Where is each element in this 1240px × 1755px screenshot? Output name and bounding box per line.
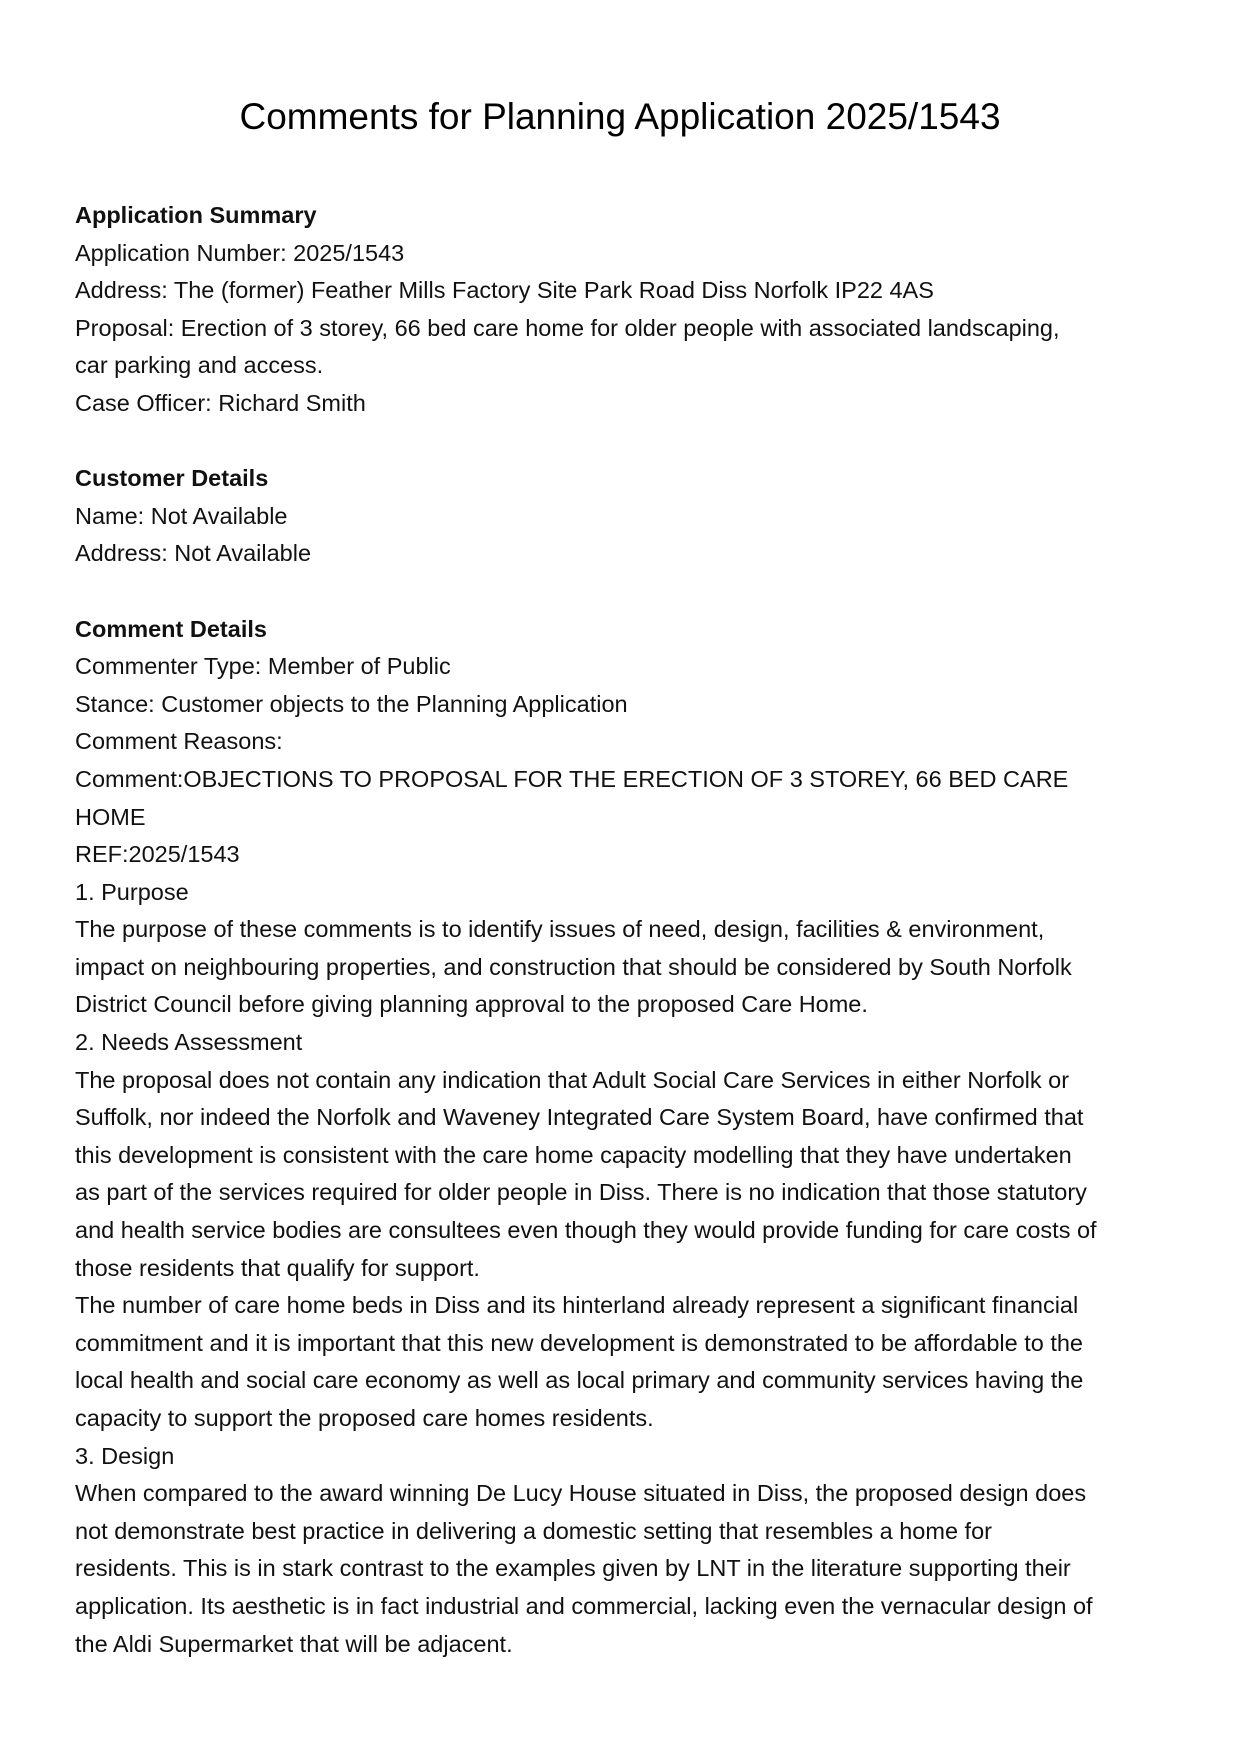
comment-line: and health service bodies are consultees even though they would provide funding for care costs of	[75, 1217, 1097, 1244]
comment-line: 3. Design	[75, 1442, 175, 1469]
customer-details-heading: Customer Details	[75, 465, 269, 492]
section-spacer	[75, 573, 1175, 611]
comment-line: REF:2025/1543	[75, 841, 240, 868]
comment-line: HOME	[75, 803, 146, 830]
comment-line: 2. Needs Assessment	[75, 1029, 303, 1056]
comment-line: The number of care home beds in Diss and its hinterland already represent a significant financial	[75, 1292, 1079, 1319]
page-title: Comments for Planning Application 2025/1543	[239, 96, 1001, 137]
application-summary-heading: Application Summary	[75, 202, 317, 228]
comment-line: local health and social care economy as well as local primary and community services having the	[75, 1367, 1084, 1394]
comment-line: impact on neighbouring properties, and construction that should be considered by South Norfolk	[75, 953, 1072, 980]
comment-line: When compared to the award winning De Lucy House situated in Diss, the proposed design does	[75, 1480, 1087, 1507]
comment-line: as part of the services required for older people in Diss. There is no indication that those statutory	[75, 1179, 1087, 1206]
comment-line: this development is consistent with the care home capacity modelling that they have undertaken	[75, 1141, 1072, 1168]
comment-line: application. Its aesthetic is in fact industrial and commercial, lacking even the vernacular design of	[75, 1592, 1093, 1619]
comment-line: The proposal does not contain any indication that Adult Social Care Services in either Norfolk or	[75, 1066, 1070, 1093]
comment-line: residents. This is in stark contrast to the examples given by LNT in the literature supporting their	[75, 1555, 1071, 1582]
application-number: Application Number: 2025/1543	[75, 239, 405, 266]
application-address: Address: The (former) Feather Mills Factory Site Park Road Diss Norfolk IP22 4AS	[75, 277, 934, 304]
comment-details-heading: Comment Details	[75, 615, 267, 642]
comment-line: those residents that qualify for support.	[75, 1254, 480, 1281]
section-spacer	[75, 423, 1175, 461]
document-body	[75, 197, 1175, 1663]
customer-details-section	[75, 460, 1175, 573]
customer-name: Name: Not Available	[75, 502, 288, 529]
commenter-type: Commenter Type: Member of Public	[75, 653, 451, 680]
comment-line: The purpose of these comments is to identify issues of need, design, facilities & environment,	[75, 916, 1045, 943]
comment-details-section	[75, 611, 1175, 1664]
application-summary-section	[75, 197, 1175, 423]
comment-line: Suffolk, nor indeed the Norfolk and Waveney Integrated Care System Board, have confirmed that	[75, 1104, 1084, 1131]
comment-line: not demonstrate best practice in delivering a domestic setting that resembles a home for	[75, 1517, 992, 1544]
proposal-line-2: car parking and access.	[75, 352, 324, 379]
comment-line: Comment:OBJECTIONS TO PROPOSAL FOR THE ERECTION OF 3 STOREY, 66 BED CARE	[75, 765, 1069, 792]
comment-line: the Aldi Supermarket that will be adjacent.	[75, 1630, 513, 1657]
stance: Stance: Customer objects to the Planning Application	[75, 690, 628, 717]
customer-address: Address: Not Available	[75, 540, 312, 567]
comment-line: commitment and it is important that this new development is demonstrated to be affordable to the	[75, 1329, 1083, 1356]
comment-line: 1. Purpose	[75, 878, 189, 905]
comment-line: capacity to support the proposed care homes residents.	[75, 1405, 654, 1431]
case-officer: Case Officer: Richard Smith	[75, 389, 366, 416]
proposal-line-1: Proposal: Erection of 3 storey, 66 bed care home for older people with associated landscaping,	[75, 314, 1060, 341]
comment-line: District Council before giving planning approval to the proposed Care Home.	[75, 991, 868, 1018]
comment-reasons: Comment Reasons:	[75, 728, 283, 755]
